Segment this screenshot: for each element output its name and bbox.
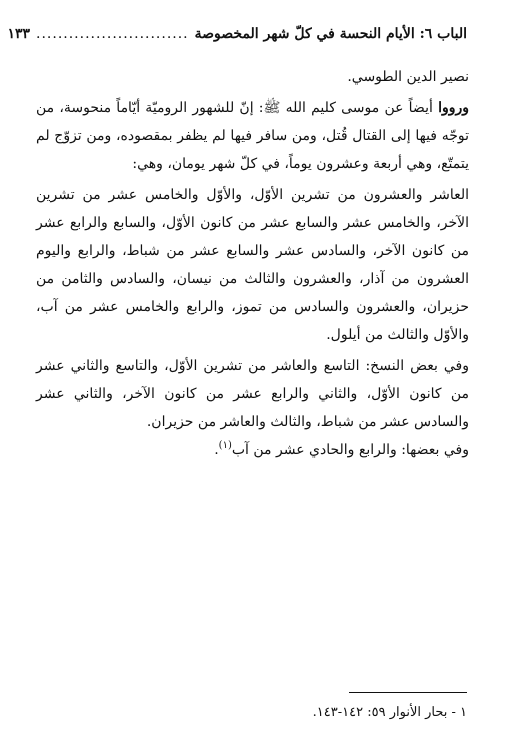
paragraph-2	[36, 94, 469, 178]
page-body	[36, 63, 469, 464]
paragraph-1: نصير الدين الطوسي.	[347, 69, 469, 85]
paragraph-3: العاشر والعشرون من تشرين الأوّل، والأوّل والخامس عشر من تشرين الآخر، والخامس عشر والسابع عشر من كانون الأوّل، والسابع والرابع عشر من كانون الآخر، والسادس عشر والسابع عشر من شباط، والرابع واليوم العشرون من آذار، والعشرون والثالث من نيسان، والسادس والثامن من حزيران، والعشرون والسادس من تموز، والرابع والخامس عشر من آب، والأوّل والثالث من أيلول.	[36, 187, 469, 343]
paragraph-5	[36, 436, 469, 464]
paragraph-2-lead-word: ورووا	[438, 100, 469, 116]
footnote-divider	[349, 692, 467, 693]
paragraph-2-text: أيضاً عن موسى كليم الله ﷺ: إنّ للشهور الروميّة أيّاماً منحوسة، من توجّه فيها إلى القتال قُتل، ومن سافر فيها لم يظفر بمقصوده، ومن تزوّج لم يتمتّع، وهي أربعة وعشرون يوماً، في كلّ شهر يومان، وهي:	[36, 100, 469, 172]
paragraph-5-end: .	[214, 442, 219, 458]
page-number: ١٣٣	[7, 26, 31, 42]
dot-leader: ............................	[36, 26, 189, 42]
footnote-reference: (١)	[218, 440, 232, 451]
footnote: ١ - بحار الأنوار ٥٩: ١٤٢-١٤٣.	[312, 705, 467, 720]
running-header	[7, 22, 467, 46]
chapter-title: الباب ٦: الأيام النحسة في كلّ شهر المخصوصة	[194, 26, 467, 42]
paragraph-5-text: وفي بعضها: والرابع والحادي عشر من آب	[231, 442, 469, 458]
paragraph-4: وفي بعض النسخ: التاسع والعاشر من تشرين الأوّل، والتاسع والثاني عشر من كانون الأوّل، والثاني والرابع عشر من كانون الآخر، والثاني عشر والسادس عشر من شباط، والثالث والعاشر من حزيران.	[36, 358, 469, 430]
